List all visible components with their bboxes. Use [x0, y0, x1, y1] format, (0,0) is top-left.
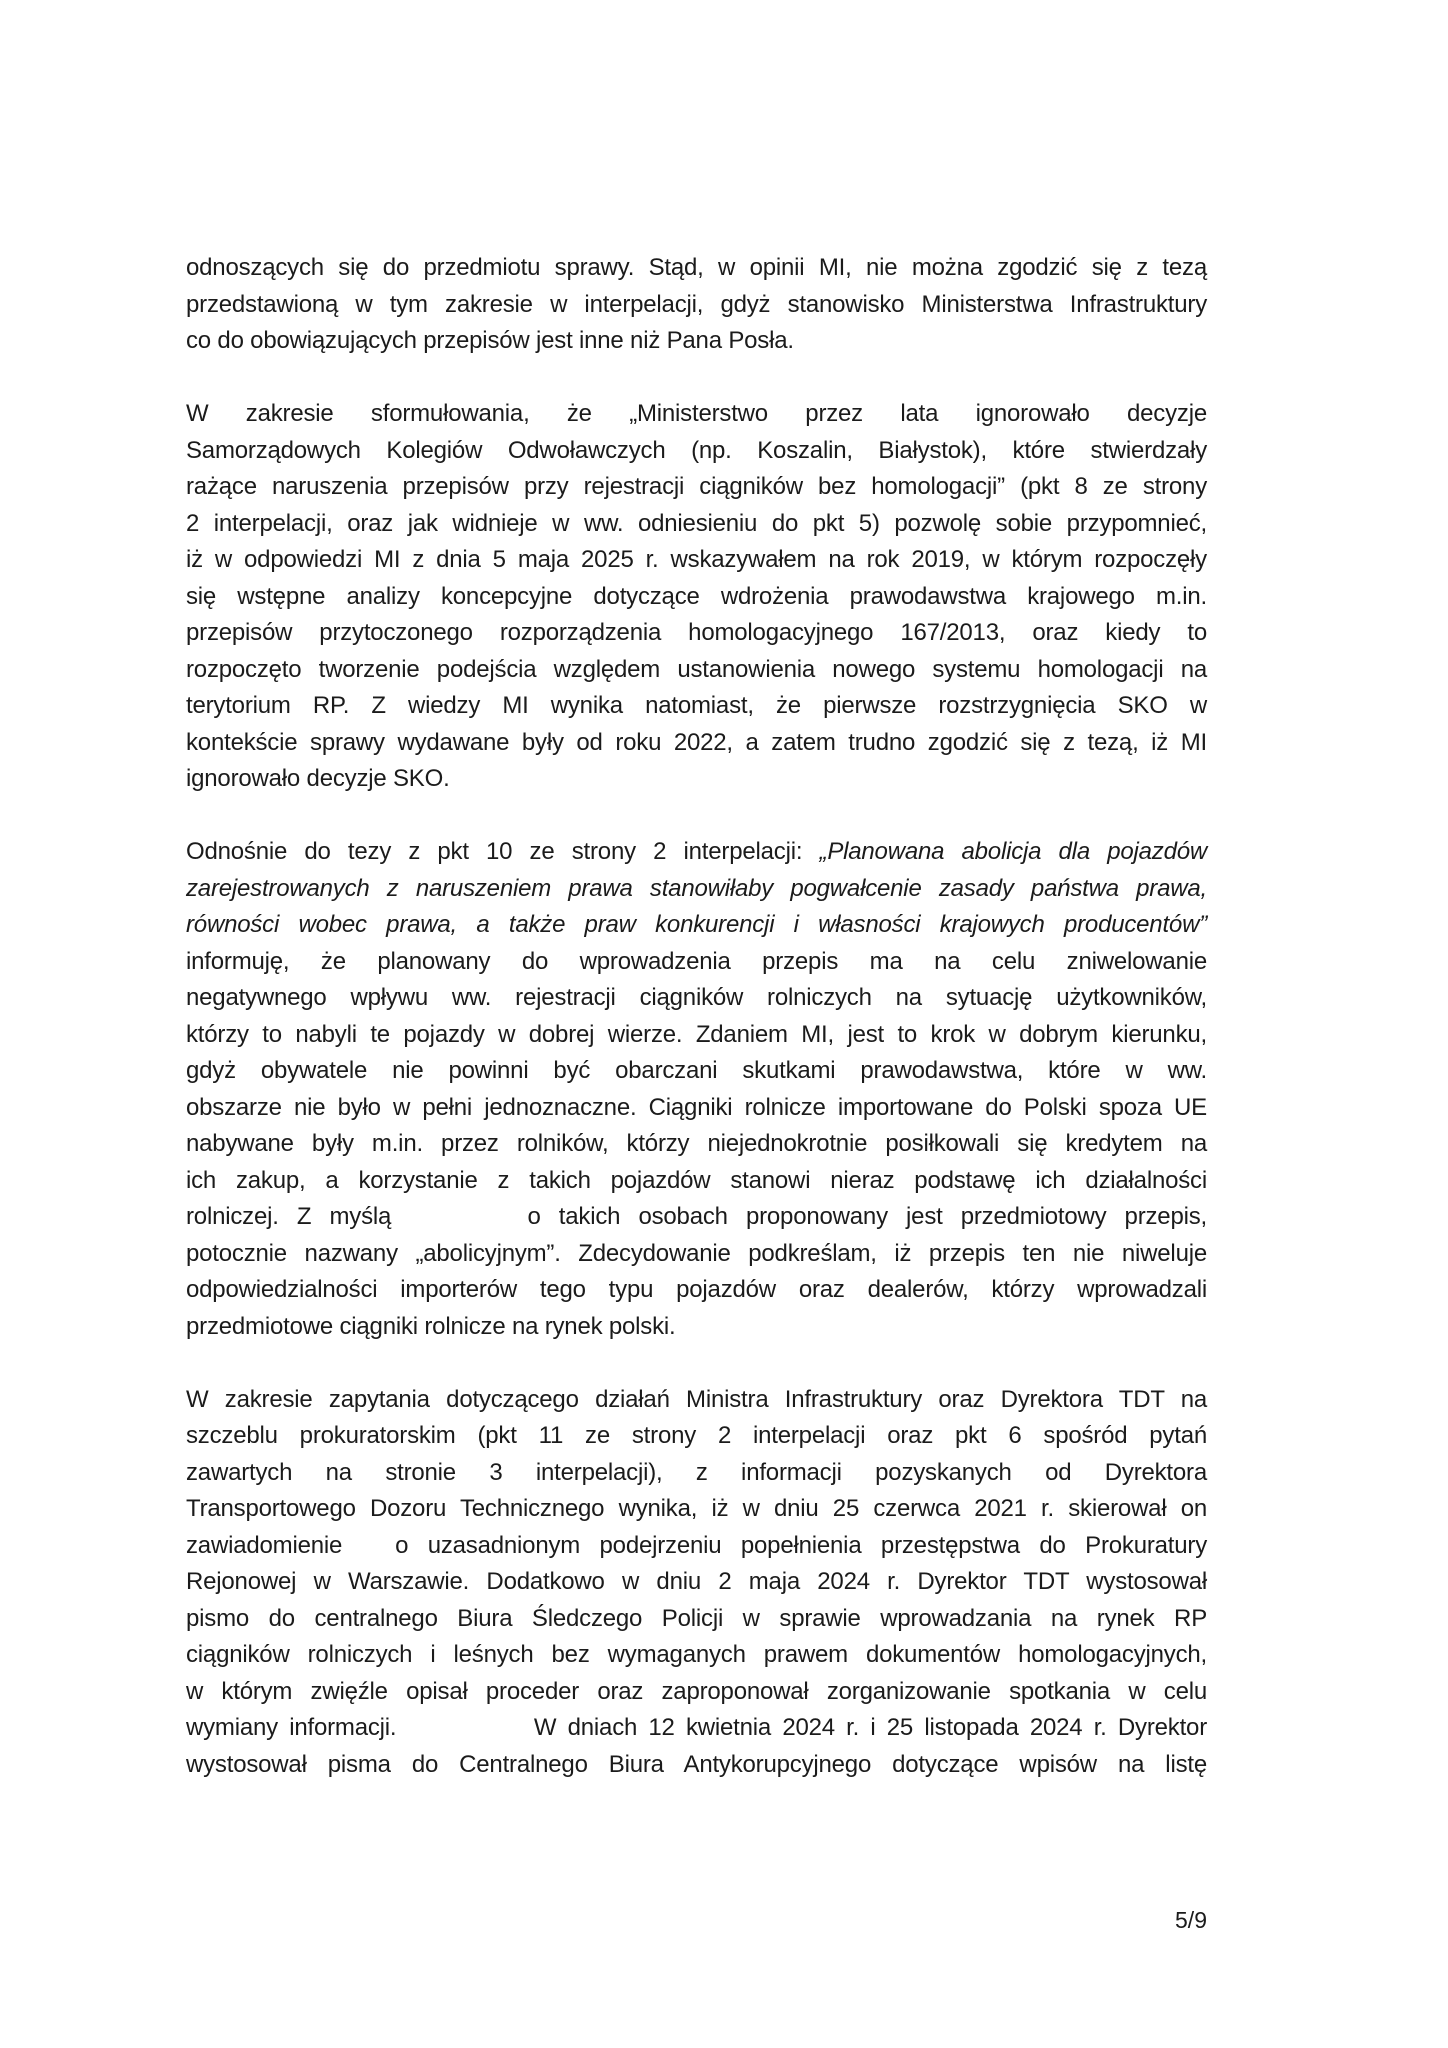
body-text: W dniach 12 kwietnia 2024 r. i 25 listopada 2024 r. Dyrektor: [533, 1714, 1207, 1741]
text-line: [186, 834, 1207, 871]
text-line: [186, 688, 1207, 725]
body-text: się wstępne analizy koncepcyjne dotyczące wdrożenia prawodawstwa krajowego m.in.: [186, 582, 1207, 610]
body-text: ignorowało decyzje SKO.: [186, 765, 450, 792]
text-line: [186, 761, 1207, 798]
quoted-italic-text: równości wobec prawa, a także praw konkurencji i własności krajowych producentów”: [186, 911, 1207, 938]
text-line: [186, 250, 1207, 287]
text-line: [186, 1455, 1207, 1492]
text-line: [186, 1053, 1207, 1090]
text-line: [186, 1126, 1207, 1163]
text-line: [186, 1236, 1207, 1273]
paragraph: [186, 834, 1207, 1345]
text-line: [186, 1272, 1207, 1309]
document-body: [186, 250, 1207, 1820]
body-text: wymiany informacji.: [186, 1714, 397, 1741]
body-text: W zakresie zapytania dotyczącego działań Ministra Infrastruktury oraz Dyrektora TDT na: [186, 1385, 1207, 1413]
text-line: [186, 871, 1207, 908]
redaction-gap: [362, 1552, 376, 1553]
text-line: [186, 1090, 1207, 1127]
body-text: Transportowego Dozoru Technicznego wynika, iż w dniu 25 czerwca 2021 r. skierował on: [186, 1495, 1207, 1522]
text-line: [186, 323, 1207, 360]
text-line: [186, 1382, 1207, 1419]
text-line: [186, 980, 1207, 1017]
text-line: [186, 506, 1207, 543]
body-text: odpowiedzialności importerów tego typu pojazdów oraz dealerów, którzy wprowadzali: [186, 1276, 1207, 1303]
text-line: [186, 542, 1207, 579]
redaction-gap: [409, 1223, 509, 1224]
body-text: co do obowiązujących przepisów jest inne niż Pana Posła.: [186, 327, 794, 354]
text-line: [186, 1710, 1207, 1747]
body-text: o uzasadnionym podejrzeniu popełnienia przestępstwa do Prokuratury: [395, 1531, 1207, 1559]
body-text: informuję, że planowany do wprowadzenia przepis ma na celu zniwelowanie: [186, 947, 1207, 975]
body-text: 2 interpelacji, oraz jak widnieje w ww. odniesieniu do pkt 5) pozwolę sobie przypomnieć,: [186, 509, 1207, 537]
text-line: [186, 1199, 1207, 1236]
body-text: rażące naruszenia przepisów przy rejestracji ciągników bez homologacji” (pkt 8 ze strony: [186, 473, 1207, 500]
text-line: [186, 1163, 1207, 1200]
body-text: którzy to nabyli te pojazdy w dobrej wierze. Zdaniem MI, jest to krok w dobrym kierunku,: [186, 1020, 1207, 1048]
body-text: szczeblu prokuratorskim (pkt 11 ze strony 2 interpelacji oraz pkt 6 spośród pytań: [186, 1422, 1207, 1449]
body-text: przedstawioną w tym zakresie w interpelacji, gdyż stanowisko Ministerstwa Infrastruktury: [186, 290, 1207, 318]
page-footer: [1175, 1906, 1207, 1934]
paragraph: [186, 1382, 1207, 1784]
text-line: [186, 725, 1207, 762]
body-text: potocznie nazwany „abolicyjnym”. Zdecydowanie podkreślam, iż przepis ten nie niweluje: [186, 1239, 1207, 1267]
text-line: [186, 907, 1207, 944]
text-line: [186, 1601, 1207, 1638]
body-text: obszarze nie było w pełni jednoznaczne. Ciągniki rolnicze importowane do Polski spoza UE: [186, 1093, 1207, 1121]
text-line: [186, 469, 1207, 506]
body-text: gdyż obywatele nie powinni być obarczani skutkami prawodawstwa, które w ww.: [186, 1057, 1207, 1084]
body-text: rozpoczęto tworzenie podejścia względem ustanowienia nowego systemu homologacji na: [186, 655, 1207, 683]
body-text: pismo do centralnego Biura Śledczego Policji w sprawie wprowadzania na rynek RP: [186, 1604, 1207, 1632]
body-text: terytorium RP. Z wiedzy MI wynika natomiast, że pierwsze rozstrzygnięcia SKO w: [186, 692, 1207, 719]
body-text: Samorządowych Kolegiów Odwoławczych (np. Koszalin, Białystok), które stwierdzały: [186, 436, 1207, 464]
text-line: [186, 1674, 1207, 1711]
text-line: [186, 615, 1207, 652]
body-text: Rejonowej w Warszawie. Dodatkowo w dniu 2 maja 2024 r. Dyrektor TDT wystosował: [186, 1568, 1207, 1595]
text-line: [186, 1491, 1207, 1528]
body-text: rolniczej. Z myślą: [186, 1203, 392, 1230]
text-line: [186, 396, 1207, 433]
body-text: w którym zwięźle opisał proceder oraz zaproponował zorganizowanie spotkania w celu: [186, 1677, 1207, 1705]
body-text: o takich osobach proponowany jest przedmiotowy przepis,: [527, 1203, 1207, 1230]
text-line: [186, 1637, 1207, 1674]
body-text: ciągników rolniczych i leśnych bez wymaganych prawem dokumentów homologacyjnych,: [186, 1641, 1207, 1668]
text-line: [186, 1528, 1207, 1565]
body-text: iż w odpowiedzi MI z dnia 5 maja 2025 r. wskazywałem na rok 2019, w którym rozpoczęły: [186, 546, 1207, 573]
text-line: [186, 1309, 1207, 1346]
text-line: [186, 579, 1207, 616]
text-line: [186, 1564, 1207, 1601]
paragraph: [186, 250, 1207, 360]
body-text: przepisów przytoczonego rozporządzenia homologacyjnego 167/2013, oraz kiedy to: [186, 619, 1207, 646]
page-number: 5/9: [1175, 1907, 1207, 1933]
body-text: W zakresie sformułowania, że „Ministerstwo przez lata ignorowało decyzje: [186, 400, 1207, 427]
body-text: odnoszących się do przedmiotu sprawy. Stąd, w opinii MI, nie można zgodzić się z tezą: [186, 254, 1207, 281]
body-text: kontekście sprawy wydawane były od roku 2022, a zatem trudno zgodzić się z tezą, iż MI: [186, 728, 1207, 756]
text-line: [186, 652, 1207, 689]
body-text: wystosował pisma do Centralnego Biura Antykorupcyjnego dotyczące wpisów na listę: [186, 1750, 1207, 1778]
text-line: [186, 1418, 1207, 1455]
body-text: przedmiotowe ciągniki rolnicze na rynek polski.: [186, 1312, 676, 1340]
body-text: nabywane były m.in. przez rolników, którzy niejednokrotnie posiłkowali się kredytem na: [186, 1130, 1207, 1157]
text-line: [186, 1017, 1207, 1054]
body-text: ich zakup, a korzystanie z takich pojazdów stanowi nieraz podstawę ich działalności: [186, 1166, 1207, 1194]
quoted-italic-text: zarejestrowanych z naruszeniem prawa stanowiłaby pogwałcenie zasady państwa prawa,: [186, 874, 1207, 902]
text-line: [186, 944, 1207, 981]
body-text: zawiadomienie: [186, 1531, 343, 1559]
body-text: Odnośnie do tezy z pkt 10 ze strony 2 interpelacji:: [186, 838, 820, 865]
redaction-gap: [408, 1734, 523, 1735]
text-line: [186, 433, 1207, 470]
quoted-italic-text: „Planowana abolicja dla pojazdów: [819, 838, 1207, 865]
body-text: zawartych na stronie 3 interpelacji), z informacji pozyskanych od Dyrektora: [186, 1458, 1207, 1486]
paragraph: [186, 396, 1207, 798]
text-line: [186, 287, 1207, 324]
text-line: [186, 1747, 1207, 1784]
body-text: negatywnego wpływu ww. rejestracji ciągników rolniczych na sytuację użytkowników,: [186, 984, 1207, 1011]
